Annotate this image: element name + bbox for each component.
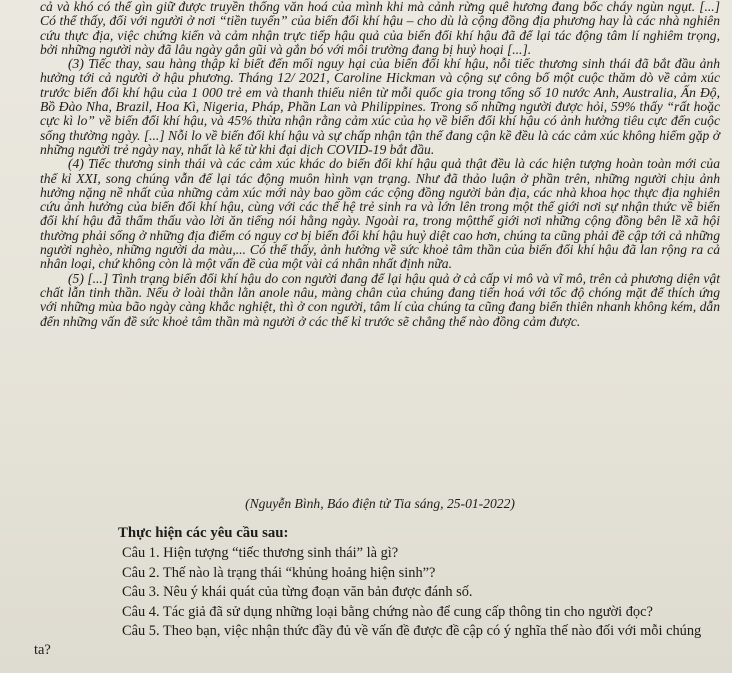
- paragraph-3: (3) Tiếc thay, sau hàng thập kỉ biết đến mối nguy hại của biến đổi khí hậu, nỗi tiếc thương sinh thái đã bắt đầu ảnh hưởng tới cả người ở hậu phương. Tháng 12/ 2021, Caroline Hickman và cộng sự công bố một cuộc thăm dò về cảm xúc trước biến đổi khí hậu của 1 000 trẻ em và thanh thiếu niên từ mỗi quốc gia trong tổng số 10 nước Anh, Australia, Ấn Độ, Bồ Đào Nha, Brazil, Hoa Kì, Nigeria, Pháp, Phần Lan và Philippines. Trong số những người được hỏi, 59% thấy “rất hoặc cực kì lo” về biến đổi khí hậu, và 45% thừa nhận rằng cảm xúc của họ về biến đổi khí hậu có ảnh hưởng tiêu cực đến cuộc sống thường ngày. [...] Nỗi lo về biến đổi khí hậu và sự chấp nhận tận thế đang cận kề đều là các cảm xúc không hiếm gặp ở những người trẻ ngày nay, nhất là kể từ khi đại dịch COVID-19 bắt đầu.: [40, 56, 720, 157]
- question-2: Câu 2. Thế nào là trạng thái “khủng hoảng hiện sinh”?: [122, 564, 436, 581]
- paragraph-5: (5) [...] Tình trạng biến đổi khí hậu do con người đang để lại hậu quả ở cả cấp vi mô và vĩ mô, trên cả phương diện vật chất lẫn tinh thần. Nếu ở loài thằn lằn anole nâu, màng chân của chúng đang tiến hoá với tốc độ chóng mặt để thích ứng với những mùa bão ngày càng khắc nghiệt, thì ở con người, tâm lí của chúng ta cũng đang biến thiên nhanh không kém, dẫn đến những vấn đề sức khoẻ tâm thần mà người ở các thế kỉ trước sẽ chẳng thể nào đồng cảm được.: [40, 270, 720, 329]
- paragraph-4: (4) Tiếc thương sinh thái và các cảm xúc khác do biến đổi khí hậu quả thật đều là các hiện tượng hoàn toàn mới của thế kỉ XXI, song chúng vẫn để lại tác động muôn hình vạn trạng. Như đã thảo luận ở phần trên, những người chịu ảnh hưởng nặng nề nhất của những cảm xúc mới này bao gồm các cộng đồng người bản địa, các nhà khoa học thực địa nghiên cứu ảnh hưởng của biến đổi khí hậu, cùng với các thế hệ trẻ sinh ra và lớn lên trong một thế giới nơi sự nhận thức về biến đổi khí hậu đã thẩm thấu vào lời ăn tiếng nói hằng ngày. Ngoài ra, trong mộtthế giới nơi những cộng đồng bên lề xã hội thường phải sống ở những địa điểm có nguy cơ bị biến đổi khí hậu huỷ diệt cao hơn, chúng ta cũng phải đề cập tới cả những người nghèo, những người da màu,... Có thể thấy, ảnh hưởng về sức khoẻ tâm thần của biến đổi khí hậu đã lan rộng ra cả nhân loại, chứ không còn là một vấn đề của một vài cá nhân nhất định nữa.: [40, 156, 720, 272]
- paragraph-2-ending: cả và khó có thể gìn giữ được truyền thống văn hoá của mình khi mà cảnh rừng quê hương đang bốc cháy ngùn ngụt. [...] Có thể thấy, đối với người ở nơi “tiền tuyến” của biến đổi khí hậu – cho dù là cộng đồng địa phương hay là các nhà nghiên cứu thực địa, việc chứng kiến và cảm nhận trực tiếp hậu quả của biến đổi khí hậu đã để lại tác động tâm lí nghiêm trọng, bởi những người này đã lâu ngày gắn gũi và gắn bó với môi trường đang bị huỷ hoại [...].: [40, 0, 720, 57]
- question-4: Câu 4. Tác giả đã sử dụng những loại bằng chứng nào để cung cấp thông tin cho người đọc?: [122, 603, 653, 620]
- question-1: Câu 1. Hiện tượng “tiếc thương sinh thái” là gì?: [122, 545, 399, 562]
- source-citation: (Nguyễn Bình, Báo điện tử Tia sáng, 25-01-2022): [245, 496, 515, 511]
- question-5: Câu 5. Theo bạn, việc nhận thức đầy đủ về vấn đề được đề cập có ý nghĩa thế nào đối với mỗi chúng ta?: [34, 623, 702, 659]
- question-3: Câu 3. Nêu ý khái quát của từng đoạn văn bản được đánh số.: [122, 584, 473, 601]
- question-heading: Thực hiện các yêu cầu sau:: [118, 525, 289, 541]
- question-section: [34, 524, 720, 661]
- reading-passage: [40, 0, 720, 329]
